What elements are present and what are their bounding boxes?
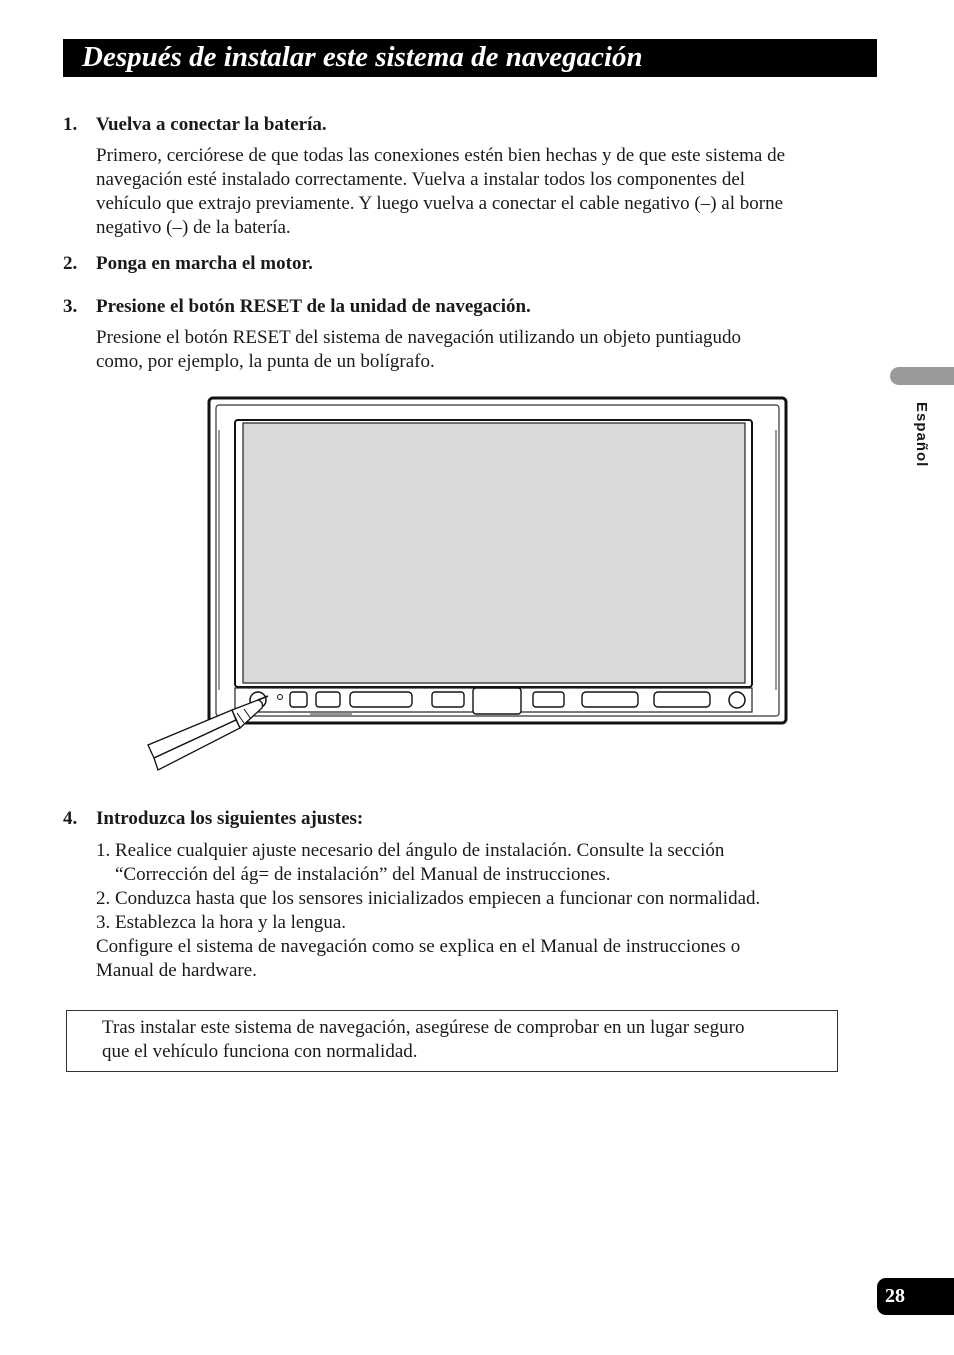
body-line: Manual de hardware. [96,960,257,981]
language-tab-marker [890,367,954,385]
body-line: navegación esté instalado correctamente. Vuelva a instalar todos los componentes del [96,169,746,190]
title-bar [63,39,877,77]
sub-item-text: Establezca la hora y la lengua. [115,912,347,933]
step-4-closing [96,935,846,983]
step-title: Introduzca los siguientes ajustes: [96,808,364,829]
body-line: negativo (–) de la batería. [96,217,291,238]
step-number: 4. [63,808,78,829]
step-3-heading [63,295,531,319]
sub-item-2 [96,887,836,911]
body-line: Presione el botón RESET del sistema de navegación utilizando un objeto puntiagudo [96,327,741,348]
sub-item-1 [96,839,836,887]
sub-item-number: 2. [96,888,111,909]
step-3-body [96,326,846,374]
notice-box [66,1010,838,1072]
page-title: Después de instalar este sistema de navegación [82,41,643,73]
step-number: 1. [63,114,78,135]
sub-item-number: 1. [96,840,111,861]
body-line: vehículo que extrajo previamente. Y luego vuelva a conectar el cable negativo (–) al borne [96,193,784,214]
page-number: 28 [877,1278,954,1315]
sub-item-text: Realice cualquier ajuste necesario del ángulo de instalación. Consulte la sección [115,840,725,861]
navigation-unit-illustration [140,390,800,785]
sub-item-number: 3. [96,912,111,933]
sub-item-text: “Corrección del ág= de instalación” del Manual de instrucciones. [115,864,611,885]
language-label: Español [913,402,930,468]
step-number: 2. [63,253,78,274]
notice-line: que el vehículo funciona con normalidad. [102,1041,418,1062]
notice-text [67,1011,822,1064]
step-4-heading [63,807,363,831]
body-line: Primero, cerciórese de que todas las conexiones estén bien hechas y de que este sistema de [96,145,786,166]
step-title: Vuelva a conectar la batería. [96,114,327,135]
notice-line: Tras instalar este sistema de navegación, asegúrese de comprobar en un lugar seguro [102,1017,745,1038]
step-title: Ponga en marcha el motor. [96,253,313,274]
navigation-unit-with-pen-icon [140,390,800,780]
sub-item-text: Conduzca hasta que los sensores inicializados empiecen a funcionar con normalidad. [115,888,761,909]
step-number: 3. [63,296,78,317]
step-title: Presione el botón RESET de la unidad de navegación. [96,296,531,317]
body-line: como, por ejemplo, la punta de un bolígrafo. [96,351,435,372]
step-1-heading [63,113,327,137]
sub-item-3 [96,911,836,935]
step-1-body [96,144,846,240]
body-line: Configure el sistema de navegación como se explica en el Manual de instrucciones o [96,936,741,957]
step-2-heading [63,252,313,276]
